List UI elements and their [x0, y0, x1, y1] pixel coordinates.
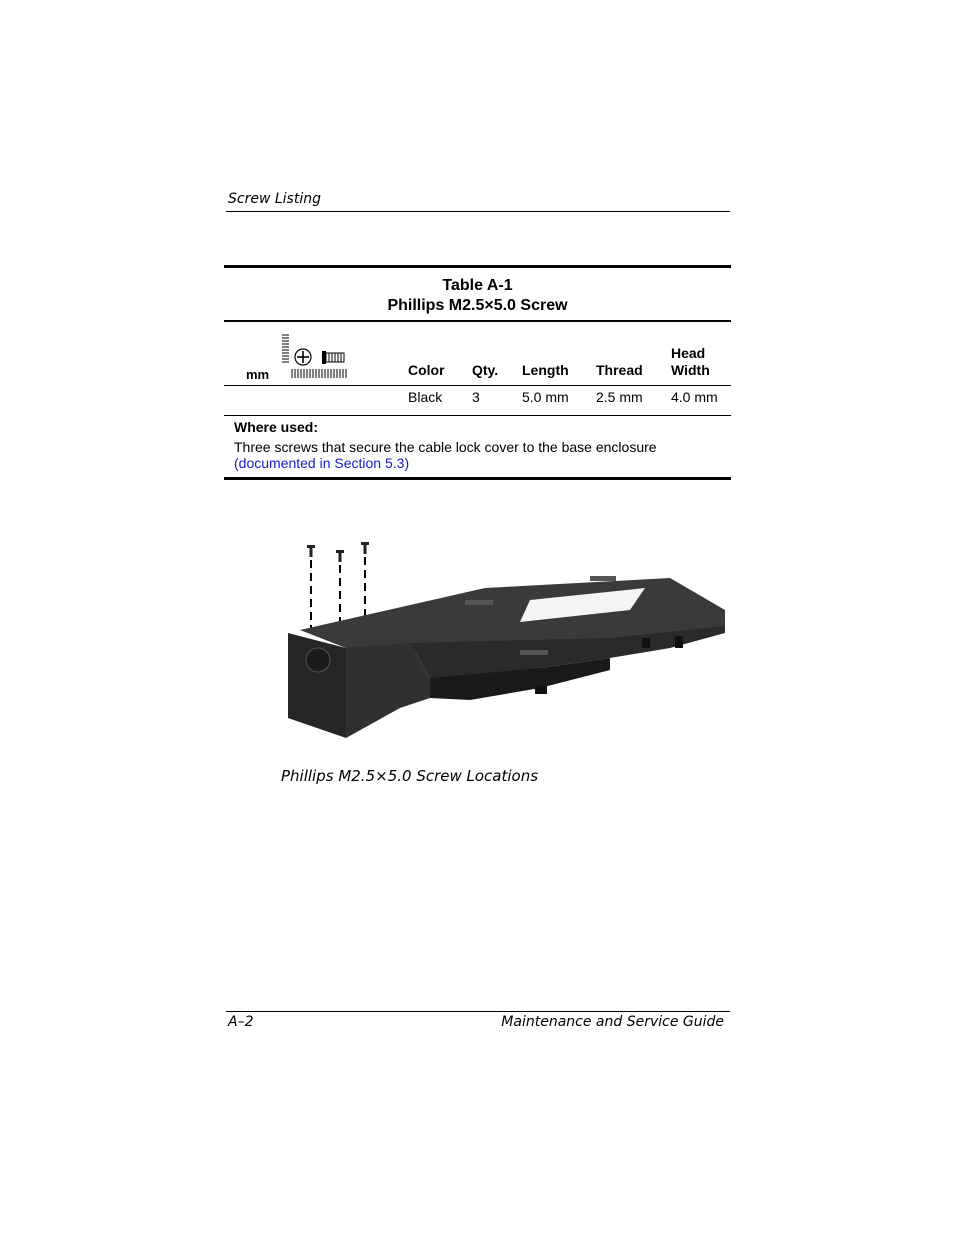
table-screw-name: Phillips M2.5×5.0 Screw	[387, 297, 568, 314]
screw-table	[224, 265, 731, 480]
table-row	[224, 386, 731, 415]
col-length-header: Length	[522, 362, 569, 378]
col-head-width-line2: Width	[671, 362, 710, 378]
section-link[interactable]: (documented in Section 5.3)	[234, 455, 410, 471]
cell-thread: 2.5 mm	[596, 389, 643, 405]
col-qty-header: Qty.	[472, 362, 499, 378]
where-used-label: Where used:	[234, 419, 319, 435]
device-illustration	[280, 538, 730, 748]
page-number: A–2	[228, 1014, 254, 1030]
table-header-row	[224, 322, 731, 385]
footer-rule	[226, 1011, 730, 1012]
cell-length: 5.0 mm	[522, 389, 569, 405]
scale-unit-label: mm	[246, 367, 270, 382]
col-head-width-header	[671, 345, 710, 379]
cell-color: Black	[408, 389, 443, 405]
screw-scale-icon	[244, 332, 354, 382]
table-title	[224, 268, 731, 320]
cell-qty: 3	[472, 389, 480, 405]
cell-head-width: 4.0 mm	[671, 389, 718, 405]
figure-caption: Phillips M2.5×5.0 Screw Locations	[281, 767, 539, 785]
where-used-section	[224, 416, 731, 477]
table-label: Table A-1	[442, 277, 513, 294]
col-thread-header: Thread	[596, 362, 643, 378]
col-head-width-line1: Head	[671, 345, 706, 361]
screw-icon	[307, 545, 315, 632]
running-header-title: Screw Listing	[228, 191, 321, 207]
header-rule	[226, 211, 730, 212]
where-used-text: Three screws that secure the cable lock cover to the base enclosure	[234, 439, 657, 455]
guide-title: Maintenance and Service Guide	[501, 1014, 724, 1030]
table-bottom-rule	[224, 477, 731, 480]
col-color-header: Color	[408, 362, 445, 378]
